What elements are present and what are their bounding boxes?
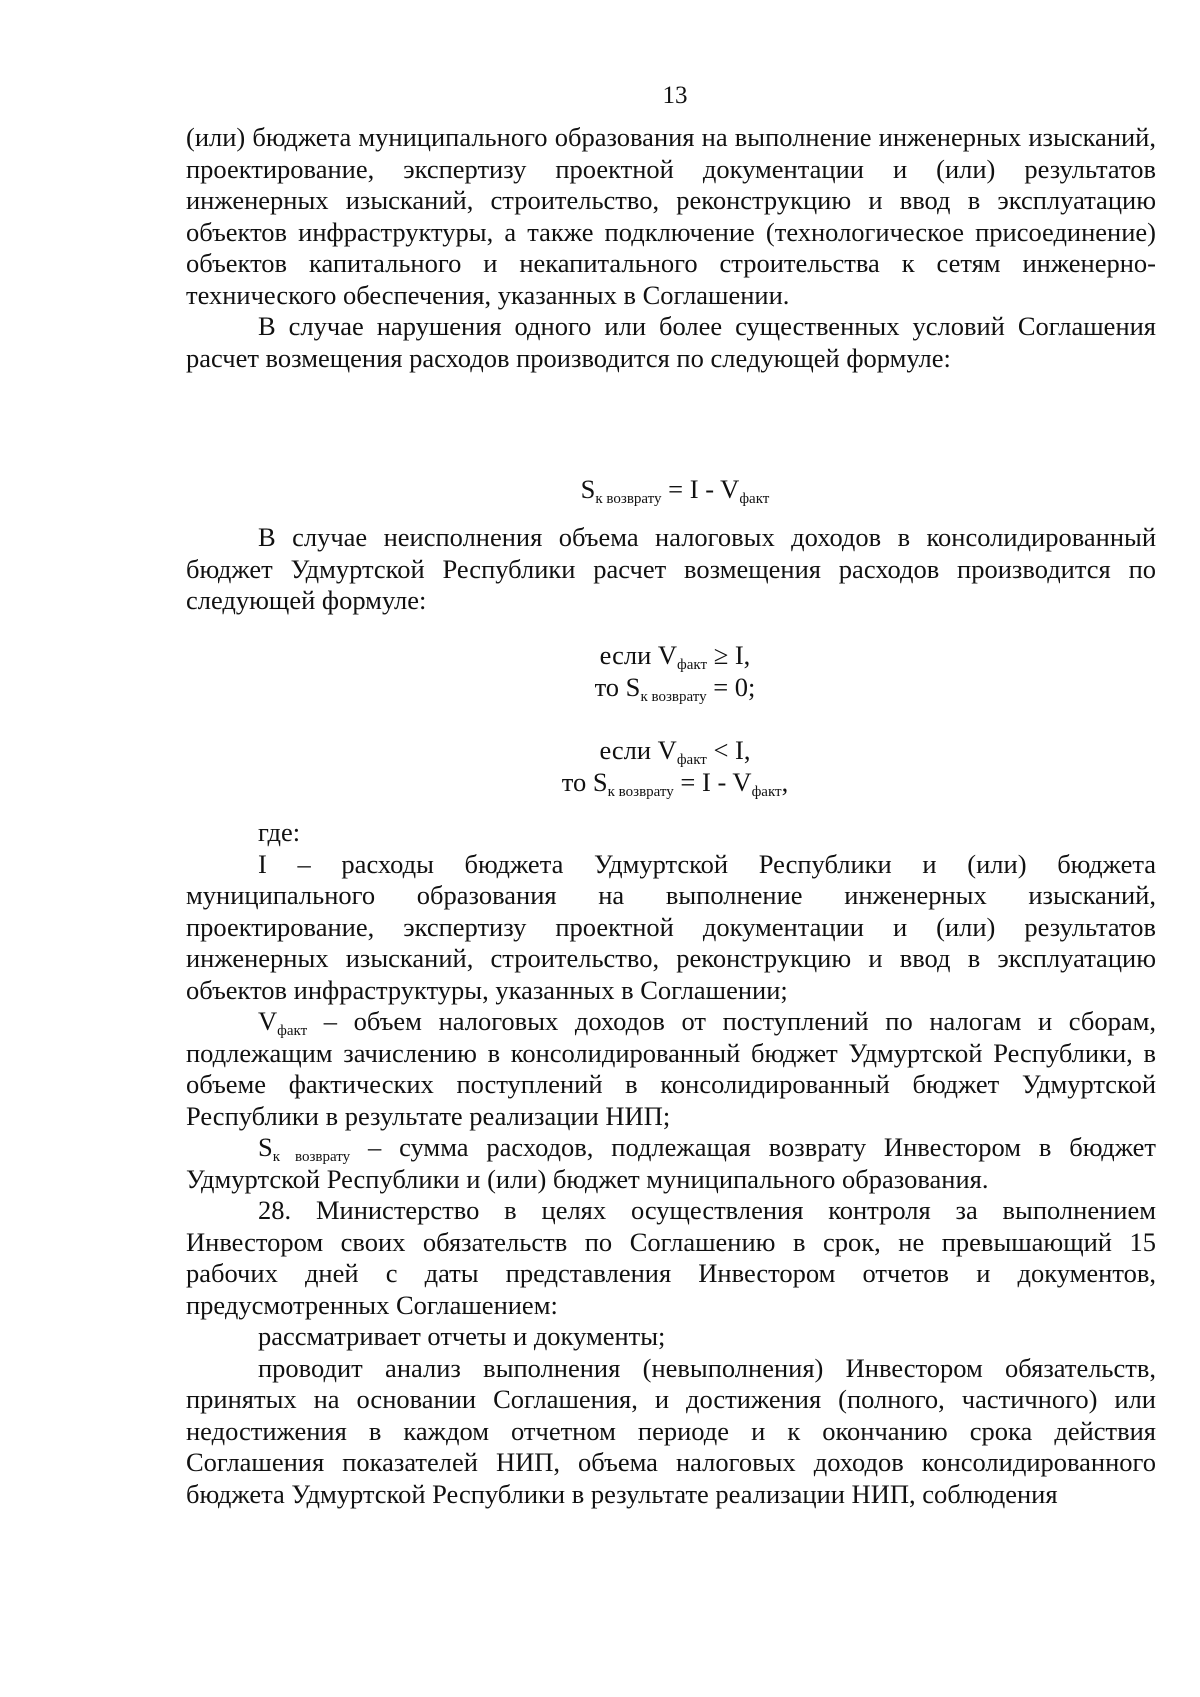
text-block-bottom — [186, 817, 1156, 1510]
list-item: проводит анализ выполнения (невыполнения) Инвестором обязательств, принятых на основании Соглашения, и достижения (полного, частичного) или недостижения в каждом отчетном периоде и к окончанию срока действия Соглашения показателей НИП, объема налоговых доходов консолидированного бюджета Удмуртской Республики в результате реализации НИП, соблюдения — [186, 1352, 1156, 1509]
formula-return-sum — [0, 474, 1200, 506]
paragraph: В случае неисполнения объема налоговых доходов в консолидированный бюджет Удмуртской Республики расчет возмещения расходов производится по следующей формуле: — [186, 522, 1156, 615]
formula-condition-1 — [0, 640, 1200, 703]
definition-V: $V_{факт}$ – объем налоговых доходов от поступлений по налогам и сборам, подлежащим зачислению в консолидированный бюджет Удмуртской Республики, в объеме фактических поступлений в консолидированный бюджет Удмуртской Республики в результате реализации НИП; — [186, 1006, 1156, 1131]
formula-condition-2 — [0, 735, 1200, 798]
paragraph: В случае нарушения одного или более существенных условий Соглашения расчет возмещения расходов производится по следующей формуле: — [186, 311, 1156, 373]
formula-line: если $V_{факт} < I$, — [599, 735, 751, 768]
paragraph-28: 28. Министерство в целях осуществления контроля за выполнением Инвестором своих обязательств по Соглашению в срок, не превышающий 15 рабочих дней с даты представления Инвестором отчетов и документов, предусмотренных Соглашением: — [186, 1195, 1156, 1320]
definition-S: $S_{к возврату}$ – сумма расходов, подлежащая возврату Инвестором в бюджет Удмуртской Республики и (или) бюджет муниципального образования. — [186, 1132, 1156, 1194]
formula-line: то $S_{к возврату} = 0$; — [594, 671, 756, 705]
definition-I: I – расходы бюджета Удмуртской Республики и (или) бюджета муниципального образования на выполнение инженерных изысканий, проектирование, экспертизу проектной документации и (или) результатов инженерных изысканий, строительство, реконструкцию и ввод в эксплуатацию объектов инфраструктуры, указанных в Соглашении; — [186, 848, 1156, 1005]
paragraph: где: — [258, 817, 301, 847]
text-block-top — [186, 122, 1156, 374]
formula-line: то $S_{к возврату} = I - V_{факт}$, — [561, 766, 789, 800]
formula-text: = I - V — [661, 474, 740, 504]
formula-subscript: факт — [739, 491, 770, 507]
paragraph: (или) бюджета муниципального образования на выполнение инженерных изысканий, проектирование, экспертизу проектной документации и (или) результатов инженерных изысканий, строительство, реконструкцию и ввод в эксплуатацию объектов инфраструктуры, а также подключение (технологическое присоединение) объектов капитального и некапитального строительства к сетям инженерно-технического обеспечения, указанных в Соглашении. — [186, 122, 1156, 310]
text-block-middle — [186, 522, 1156, 617]
list-item: рассматривает отчеты и документы; — [258, 1321, 666, 1351]
formula-symbol: S — [580, 474, 596, 504]
formula-line: если $V_{факт} \ge I$, — [599, 640, 751, 673]
page-number: 13 — [662, 82, 688, 109]
formula-subscript: к возврату — [595, 491, 662, 507]
